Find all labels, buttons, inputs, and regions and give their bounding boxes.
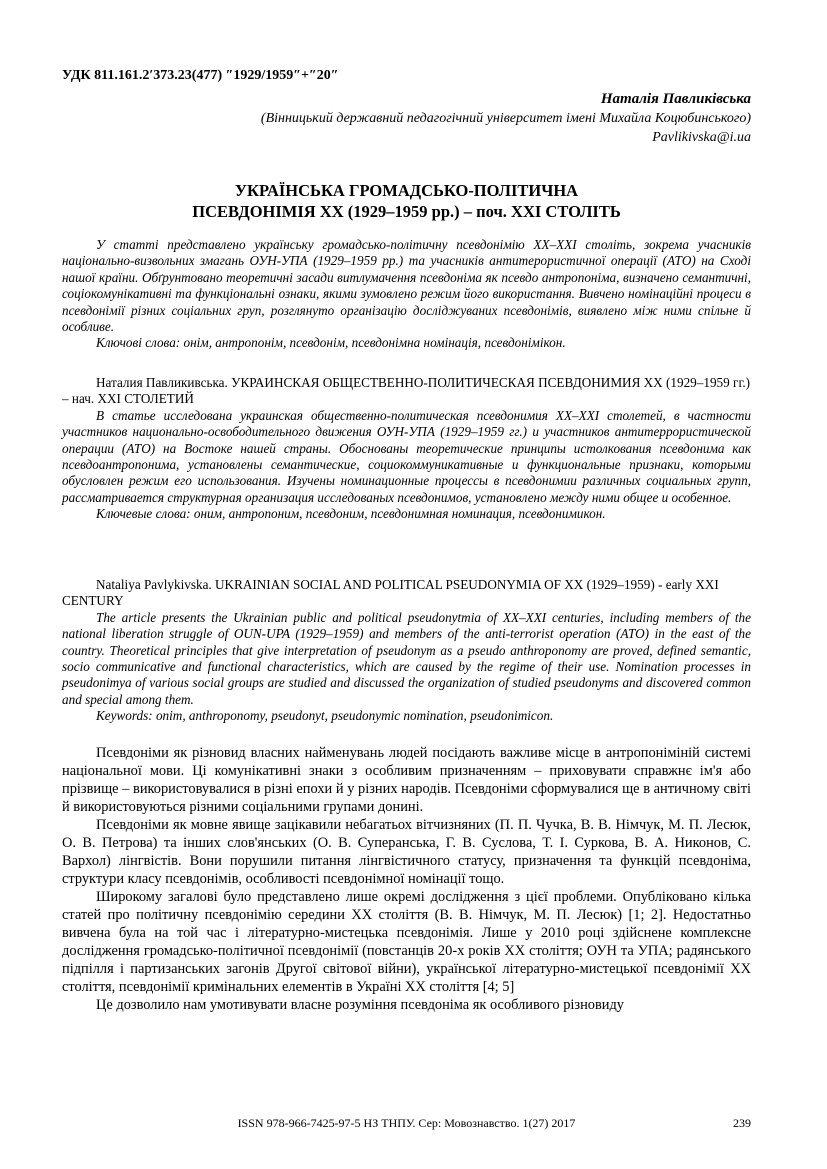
abstract-russian <box>62 375 751 523</box>
article-body <box>62 744 751 1014</box>
author-affiliation: (Вінницький державний педагогічний університет імені Михайла Коцюбинського) <box>260 111 751 126</box>
body-paragraph: Псевдоніми як різновид власних найменувань людей посідають важливе місце в антропоніміній системі національної мови. Ці комунікативні знаки з особливим призначенням – приховувати справжнє ім'я або прізвище – використовувалися в різні епохи й у різних народів. Псевдоніми сформувалися ще в античному світі й використовуються різними соціальними групами донині. <box>62 745 751 815</box>
abstract-ukrainian <box>62 237 751 352</box>
author-email: Pavlikivska@i.ua <box>652 130 751 145</box>
abstract-ru-heading: Наталия Павликивська. УКРАИНСКАЯ ОБЩЕСТВЕННО-ПОЛИТИЧЕСКАЯ ПСЕВДОНИМИЯ ХХ (1929–1959 гг.) – нач. ХХІ СТОЛЕТИЙ <box>62 375 751 407</box>
journal-info: ISSN 978-966-7425-97-5 НЗ ТНПУ. Сер: Мовознавство. 1(27) 2017 <box>237 1116 576 1130</box>
abstract-en-keywords: Keywords: onim, anthroponomy, pseudonyt, pseudonymic nomination, pseudonimicon. <box>96 708 554 724</box>
abstract-ru-keywords: Ключевые слова: оним, антропоним, псевдоним, псевдонимная номинация, псевдонимикон. <box>96 506 606 522</box>
page-number: 239 <box>733 1116 751 1130</box>
abstract-en-heading: Nataliya Pavlykivska. UKRAINIAN SOCIAL AND POLITICAL PSEUDONYMIA OF XX (1929–1959) - early XXI CENTURY <box>62 577 719 609</box>
abstract-ua-text: У статті представлено українську громадсько-політичну псевдонімію ХХ–ХХІ століть, зокрема учасників національно-визвольних змагань ОУН-УПА (1929–1959 рр.) та учасників антитерористичної операції (АТО) на Сході нашої країни. Обґрунтовано теоретичні засади витлумачення псевдоніма як псевдо антропоніма, визначено семантичні, соціокомунікативні та функціональні ознаки, якими зумовлено режим його використання. Вивчено номінаційні процеси в псевдонімії різних соціальних груп, розглянуто організацію досліджуваних псевдонімів, виявлено між ними спільне й особливе. <box>62 237 751 335</box>
title-line-2: ПСЕВДОНІМІЯ ХХ (1929–1959 рр.) – поч. ХХІ СТОЛІТЬ <box>192 202 621 221</box>
body-paragraph: Це дозволило нам умотивувати власне розуміння псевдоніма як особливого різновиду <box>96 997 624 1013</box>
author-block <box>261 90 751 147</box>
author-name: Наталія Павликівська <box>600 91 751 107</box>
article-title <box>62 180 751 222</box>
body-paragraph: Псевдоніми як мовне явище зацікавили небагатьох вітчизняних (П. П. Чучка, В. В. Німчук, М. П. Лесюк, О. В. Петрова) та інших слов'янських (О. В. Суперанська, Г. В. Суслова, Т. І. Суркова, В. А. Никонов, С. Вархол) лінгвістів. Вони порушили питання лінгвістичного статусу, призначення та функцій псевдоніма, структури класу псевдонімів, особливості псевдонімної номінації тощо. <box>62 817 751 887</box>
title-line-1: УКРАЇНСЬКА ГРОМАДСЬКО-ПОЛІТИЧНА <box>234 181 579 200</box>
abstract-ru-text: В статье исследована украинская общественно-политическая псевдонимия ХХ–ХХІ столетей, в частности участников национально-освободительного движения ОУН-УПА (1929–1959 гг.) и участников антитеррористической операции (АТО) на Востоке нашей страны. Обоснованы теоретические принципы истолкования псевдонима как псевдоантропонима, установлены семантические, социокоммуникативные и функциональные признаки, которыми обусловлен режим его использования. Изучены номинационные процессы в псевдонимии различных социальных групп, рассматривается структурная организация исследованых псевдонимов, установлено между ними общее и особенное. <box>62 407 751 505</box>
abstract-en-text: The article presents the Ukrainian public and political pseudonytmia of XX–XXI centuries, including members of the national liberation struggle of OUN-UPA (1929–1959) and members of the anti-terrorist operation (ATO) in the east of the country. Theoretical principles that give interpretation of pseudonym as a pseudo anthroponomy are proved, defined semantic, socio communicative and functional characteristics, which are caused by the regime of their use. Nomination processes in pseudonimya of various social groups are studied and discussed the organization of studied pseudonyms and discovered common and special among them. <box>62 609 751 707</box>
udc-code: УДК 811.161.2′373.23(477) ″1929/1959″+″20″ <box>62 68 339 83</box>
abstract-ua-keywords: Ключові слова: онім, антропонім, псевдонім, псевдонімна номінація, псевдонімікон. <box>96 335 566 351</box>
body-paragraph: Широкому загалові було представлено лише окремі дослідження з цієї проблеми. Опубліковано кілька статей про політичну псевдонімію середини ХХ століття (В. В. Німчук, М. П. Лесюк) [1; 2]. Недостатньо вивчена була на той час і літературно-мистецька псевдонімія. Лише у 2010 році здійснене комплексне дослідження громадсько-політичної псевдонімії (повстанців 20-х років ХХ століття; ОУН та УПА; радянського підпілля і партизанських загонів Другої світової війни), української літературно-мистецької псевдонімії ХХ століття, псевдонімії кримінальних елементів в Україні ХХ століття [4; 5] <box>62 889 751 995</box>
abstract-english <box>62 577 751 725</box>
